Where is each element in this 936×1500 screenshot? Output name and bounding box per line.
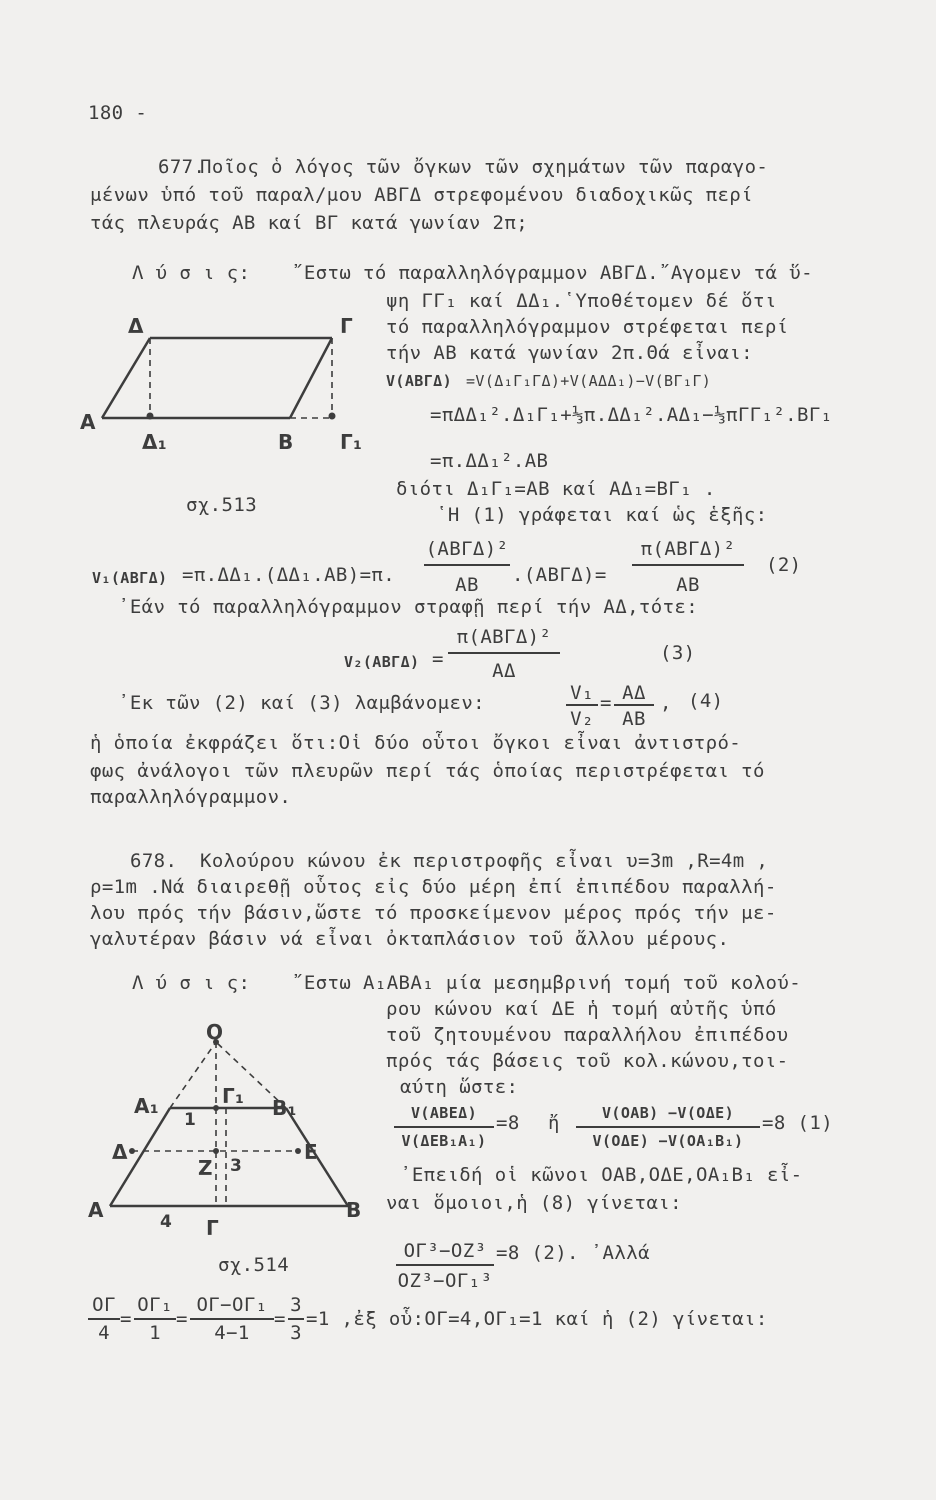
eq5: ῾Η (1) γράφεται καί ὡς ἑξῆς: [436, 504, 768, 526]
text-if-rotated: ᾿Εάν τό παραλληλόγραμμον στραφῇ περί τήν ΑΔ,τότε: [118, 596, 699, 618]
eq8-den-left: V₂ [570, 708, 594, 730]
last-f3-num: ΟΓ−ΟΓ₁ [196, 1294, 268, 1316]
fig513-label-g1: Γ₁ [340, 430, 363, 454]
solution-678-line-3: τοῦ ζητουμένου παραλλήλου ἐπιπέδου [386, 1024, 789, 1046]
figure-514 [86, 1028, 376, 1258]
fig514-apex-left [170, 1042, 216, 1108]
fig514-label-three: 3 [230, 1156, 243, 1176]
conclusion-line-1: ἡ ὁποία ἐκφράζει ὅτι:Οἱ δύο οὗτοι ὄγκοι εἶναι ἀντιστρό- [90, 732, 742, 754]
problem-677-line-1: Ποῖος ὁ λόγος τῶν ὄγκων τῶν σχημάτων τῶν παραγο- [200, 156, 769, 178]
fig514-label-o: Ο [206, 1020, 224, 1044]
last-eq-3: = [274, 1308, 286, 1330]
fig514-label-z: Ζ [198, 1156, 213, 1180]
last-f1-num: ΟΓ [92, 1294, 116, 1316]
text-since-1: ᾿Επειδή οἱ κῶνοι ΟΑΒ,ΟΔΕ,ΟΑ₁Β₁ εἶ- [400, 1164, 803, 1186]
last-f2-num: ΟΓ₁ [137, 1294, 173, 1316]
eq7-lhs: V₂(ΑΒΓΔ) [344, 653, 420, 671]
fig514-point-d [129, 1148, 135, 1154]
eq1-lhs: V(ΑΒΓΔ) [386, 372, 453, 390]
fig514-label-one: 1 [184, 1110, 197, 1130]
problem-677-line-2: μένων ὑπό τοῦ παραλ/μου ΑΒΓΔ στρεφομένου διαδοχικῶς περί [90, 184, 753, 206]
solution-678-line-1: ῎Εστω Α₁ΑΒΑ₁ μία μεσημβρινή τομή τοῦ κολού- [292, 972, 802, 994]
p678-eq1-num-left: V(ΑΒΕΔ) [410, 1104, 477, 1122]
last-eq-1: = [120, 1308, 132, 1330]
p678-eq2-den: ΟΖ³−ΟΓ₁³ [397, 1270, 493, 1292]
figure-513 [78, 310, 378, 500]
text-since-2: ναι ὅμοιοι,ἡ (8) γίνεται: [386, 1192, 682, 1214]
p678-eq1-bar-left [394, 1126, 494, 1128]
fig514-label-b: Β [346, 1198, 362, 1222]
eq8-comma: , [660, 692, 672, 714]
fig514-label-d: Δ [112, 1140, 128, 1164]
solution-label-677: Λ ύ σ ι ς: [132, 262, 251, 284]
eq6-mid: =π.ΔΔ₁.(ΔΔ₁.ΑΒ)=π. [182, 564, 396, 586]
problem-677-line-3: τάς πλευράς ΑΒ καί ΒΓ κατά γωνίαν 2π; [90, 212, 529, 234]
solution-677-line-3: τό παραλληλόγραμμον στρέφεται περί [386, 316, 789, 338]
p678-eq1-tag: =8 (1) [762, 1112, 834, 1134]
solution-677-line-4: τήν ΑΒ κατά γωνίαν 2π.Θά εἶναι: [386, 342, 754, 364]
eq7-den: ΑΔ [492, 660, 516, 682]
eq6-lhs: V₁(ΑΒΓΔ) [92, 569, 168, 587]
last-f1-bar [88, 1318, 120, 1320]
eq6-tag: (2) [766, 554, 802, 576]
eq6-frac1-bar [424, 564, 510, 566]
eq8-equals: = [600, 692, 612, 714]
eq8-num-right: ΑΔ [622, 682, 646, 704]
last-f4-num: 3 [290, 1294, 302, 1316]
eq8-bar-left [566, 704, 598, 706]
eq2: =πΔΔ₁².Δ₁Γ₁+⅓π.ΔΔ₁².ΑΔ₁−⅓πΓΓ₁².ΒΓ₁ [430, 404, 833, 426]
p678-eq1-num-right: V(ΟΑΒ) −V(ΟΔΕ) [601, 1104, 735, 1122]
p678-eq1-den-right: V(ΟΔΕ) −V(ΟΑ₁Β₁) [592, 1132, 744, 1150]
solution-label-678: Λ ύ σ ι ς: [132, 972, 251, 994]
eq6-times: .(ΑΒΓΔ)= [512, 564, 607, 586]
fig514-caption: σχ.514 [218, 1254, 290, 1276]
p678-eq1-den-left: V(ΔΕΒ₁Α₁) [401, 1132, 487, 1150]
p678-eq2-rest: =8 (2). ᾿Αλλά [496, 1242, 650, 1264]
problem-678-line-3: λου πρός τήν βάσιν,ὥστε τό προσκείμενον μέρος πρός τήν με- [90, 902, 777, 924]
eq7-tag: (3) [660, 642, 696, 664]
fig514-label-four: 4 [160, 1212, 173, 1232]
fig513-label-b: Β [278, 430, 294, 454]
solution-678-line-5: αύτη ὥστε: [400, 1076, 519, 1098]
eq1-rhs: =V(Δ₁Γ₁ΓΔ)+V(ΑΔΔ₁)−V(ΒΓ₁Γ) [466, 372, 712, 390]
conclusion-line-2: φως ἀνάλογοι τῶν πλευρῶν περί τάς ὁποίας περιστρέφεται τό [90, 760, 765, 782]
page-number: 180 - [88, 102, 148, 124]
fig514-point-g1 [213, 1105, 219, 1111]
fig513-caption: σχ.513 [186, 494, 258, 516]
eq6-frac2-den: ΑΒ [676, 574, 700, 596]
fig514-label-e: Ε [304, 1140, 319, 1164]
fig513-point-d1 [147, 413, 154, 420]
solution-678-line-4: πρός τάς βάσεις τοῦ κολ.κώνου,τοι- [386, 1050, 789, 1072]
fig514-label-a1: Α₁ [134, 1094, 160, 1118]
last-rest: =1 ,ἐξ οὗ:ΟΓ=4,ΟΓ₁=1 καί ἡ (2) γίνεται: [306, 1308, 768, 1330]
p678-eq2-bar [396, 1264, 494, 1266]
eq8-den-right: ΑΒ [622, 708, 646, 730]
eq7-equals: = [432, 648, 444, 670]
fig514-point-z [213, 1148, 219, 1154]
fig514-label-b1: Β₁ [272, 1096, 297, 1120]
fig513-point-c1 [329, 413, 336, 420]
text-from: ᾿Εκ τῶν (2) καί (3) λαμβάνομεν: [118, 692, 486, 714]
last-f2-den: 1 [149, 1322, 161, 1344]
conclusion-line-3: παραλληλόγραμμον. [90, 786, 292, 808]
last-f4-den: 3 [290, 1322, 302, 1344]
last-f4-bar [288, 1318, 304, 1320]
last-eq-2: = [176, 1308, 188, 1330]
eq6-frac1-den: ΑΒ [455, 574, 479, 596]
eq8-tag: (4) [688, 690, 724, 712]
eq6-frac2-bar [632, 564, 744, 566]
fig514-point-e [295, 1148, 301, 1154]
p678-eq2-num: ΟΓ³−ΟΖ³ [403, 1240, 487, 1262]
eq7-num: π(ΑΒΓΔ)² [456, 626, 552, 648]
problem-678-line-1: Κολούρου κώνου ἐκ περιστροφῆς εἶναι υ=3m ,R=4m , [200, 850, 769, 872]
problem-678-line-4: γαλυτέραν βάσιν νά εἶναι ὀκταπλάσιον τοῦ ἄλλου μέρους. [90, 928, 730, 950]
eq8-num-left: V₁ [570, 682, 594, 704]
fig513-side-ad [102, 338, 150, 418]
fig513-label-d1: Δ₁ [142, 430, 168, 454]
fig514-label-g1: Γ₁ [222, 1084, 245, 1108]
eq8-bar-right [614, 704, 654, 706]
solution-677-line-2: ψη ΓΓ₁ καί ΔΔ₁.῾Υποθέτομεν δέ ὅτι [386, 290, 777, 312]
p678-eq1-bar-right [576, 1126, 760, 1128]
fig514-label-a: Α [88, 1198, 104, 1222]
last-f3-bar [190, 1318, 274, 1320]
eq6-frac1-num: (ΑΒΓΔ)² [425, 538, 509, 560]
fig513-label-d: Δ [128, 314, 144, 338]
fig513-label-a: Α [80, 410, 96, 434]
problem-678-line-2: ρ=1m .Νά διαιρεθῇ οὗτος εἰς δύο μέρη ἐπί ἐπιπέδου παραλλή- [90, 876, 777, 898]
p678-eq1-eq: =8 [496, 1112, 520, 1134]
fig513-side-bc [290, 338, 332, 418]
eq6-frac2-num: π(ΑΒΓΔ)² [640, 538, 736, 560]
eq7-bar [448, 652, 560, 654]
solution-678-line-2: ρου κώνου καί ΔΕ ἡ τομή αὐτῆς ὑπό [386, 998, 777, 1020]
eq4: διότι Δ₁Γ₁=ΑΒ καί ΑΔ₁=ΒΓ₁ . [396, 478, 716, 500]
p678-eq1-or: ἤ [548, 1112, 560, 1134]
last-f2-bar [134, 1318, 176, 1320]
problem-number-678: 678. [130, 850, 178, 872]
last-f1-den: 4 [98, 1322, 110, 1344]
eq3: =π.ΔΔ₁².ΑΒ [430, 450, 549, 472]
fig513-label-g: Γ [340, 314, 354, 338]
fig514-label-g: Γ [206, 1216, 220, 1240]
last-f3-den: 4−1 [214, 1322, 250, 1344]
solution-677-line-1: ῎Εστω τό παραλληλόγραμμον ΑΒΓΔ.῎Αγομεν τά ὕ- [292, 262, 813, 284]
problem-number-677: 677. [158, 156, 206, 178]
